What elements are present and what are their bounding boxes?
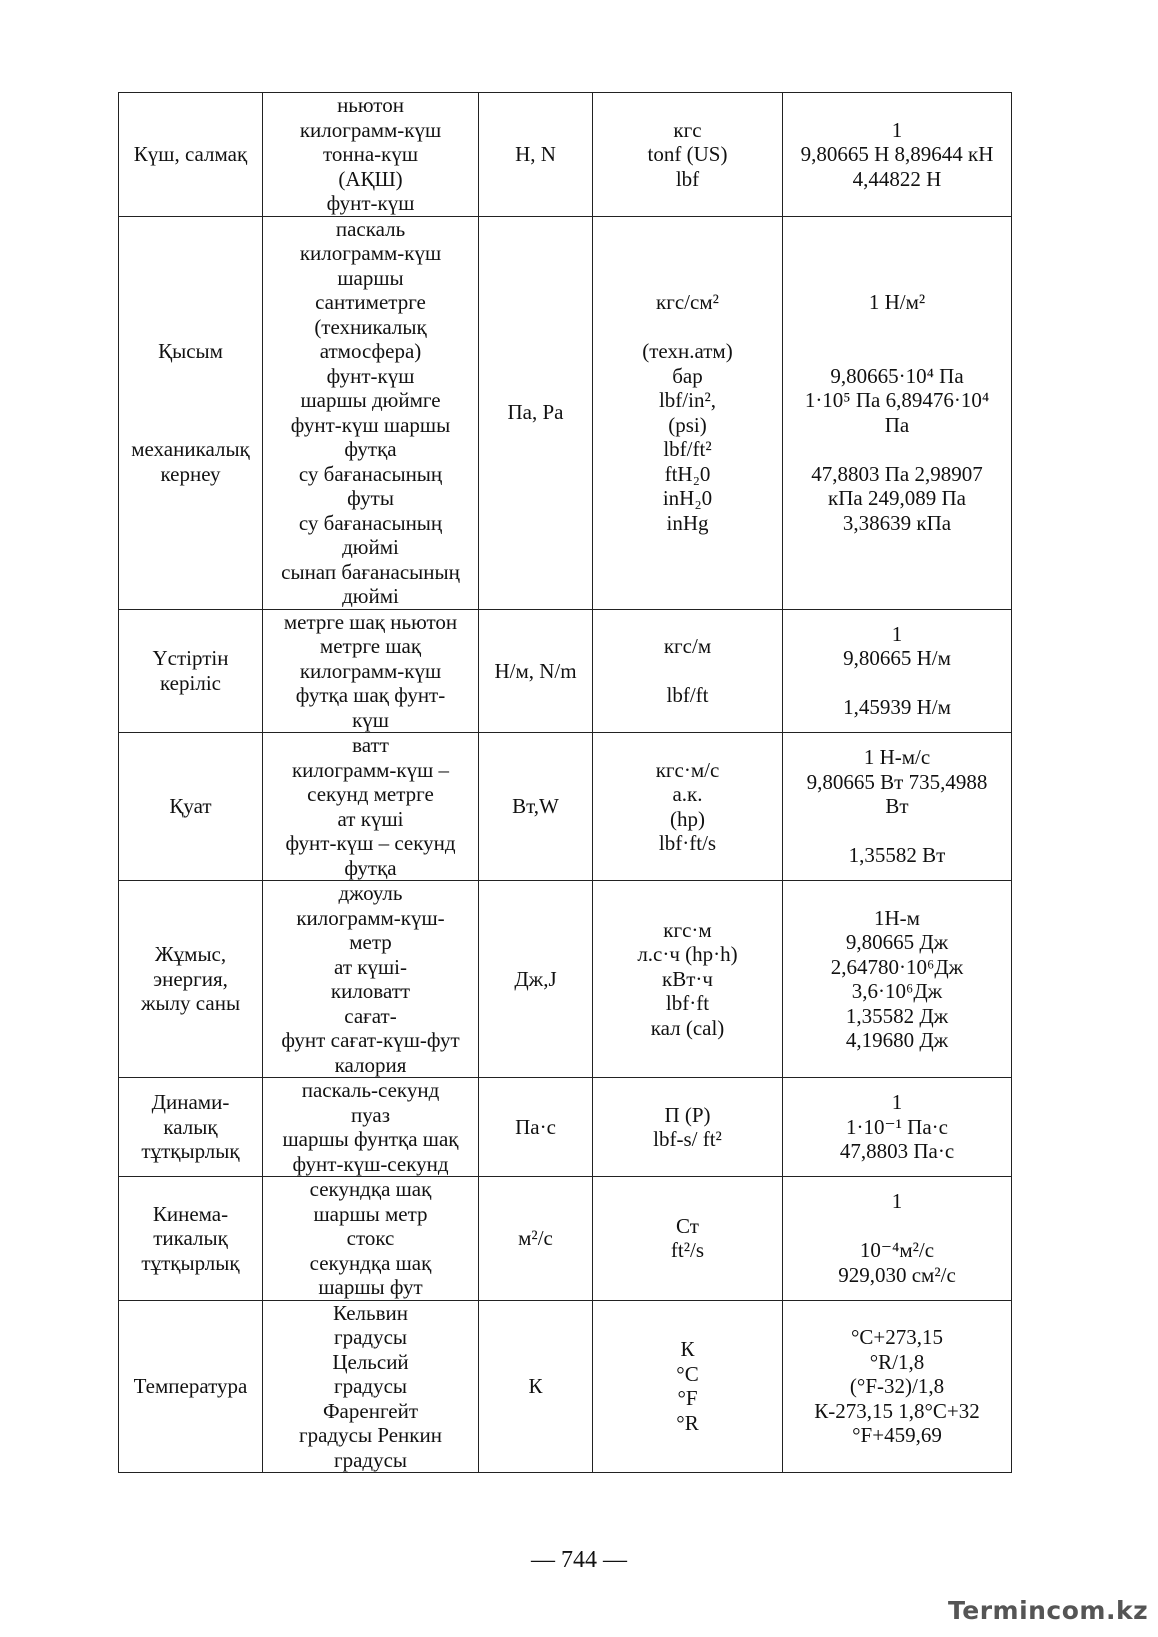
cell-line: футқа [344,437,397,461]
cell-line: (АҚШ) [338,166,403,191]
cell-line: а.к. [672,782,703,806]
value-cell [783,881,1012,1078]
cell-line: шаршы метр [313,1201,428,1226]
cell-line [595,315,780,340]
cell-line: күш [352,707,389,732]
cell-line: (техн.атм) [642,339,733,363]
cell-line: футы [347,486,394,510]
cell-line: Қысым [158,339,223,363]
cell-line: кал (cal) [650,1015,725,1040]
cell-line: шаршы фунтқа шақ [282,1127,459,1151]
units-cell [263,216,479,609]
cell-line: паскаль [335,216,406,241]
cell-line: кернеу [160,461,221,486]
cell-line: энергия, [153,966,228,991]
cell-line: Цельсий [332,1349,409,1374]
cell-line: жылу саны [140,991,241,1016]
cell-line: су бағанасының [298,510,443,535]
cell-line: Па·с [515,1114,556,1139]
cell-line: Фаренгейт [322,1398,419,1423]
cell-line: бар [672,363,703,388]
units-cell [263,881,479,1078]
cell-line [595,659,780,684]
cell-line: °F+459,69 [852,1423,942,1447]
cell-line: калық [163,1114,218,1139]
site-logo [948,1596,1154,1632]
cell-line: джоуль [338,881,403,905]
si-unit-cell [479,1177,593,1301]
cell-line: килограмм-күш – [291,757,450,782]
cell-line: 9,80665 Дж [845,930,949,954]
cell-line: кгс [673,117,702,142]
cell-line: кгс/м [663,634,712,658]
page-number: — 744 — [531,1547,627,1573]
cell-line: фунт-күш – секунд [285,831,456,855]
cell-line: 4,44822 Н [852,166,942,191]
cell-line: 1 [891,117,903,142]
table-row [119,216,1012,609]
cell-line [785,339,1009,364]
units-cell [263,1078,479,1177]
si-unit-cell [479,1300,593,1473]
cell-line: lbf/in², [658,388,717,412]
table-row [119,733,1012,881]
cell-line: Дж,J [514,966,557,991]
table-row [119,881,1012,1078]
cell-line: Па [884,412,910,437]
value-cell [783,1078,1012,1177]
cell-line: метр [349,930,392,954]
cell-line [785,671,1009,696]
cell-line: фунт-күш шаршы [290,412,451,437]
cell-line: 1 Н/м² [868,290,926,314]
cell-line: °С [676,1361,699,1386]
cell-line: inHg [666,510,709,535]
cell-line: фунт-күш [326,191,415,215]
value-cell [783,609,1012,733]
table-row [119,93,1012,217]
cell-line: 929,030 см²/с [838,1262,956,1287]
cell-line: 1 [891,621,903,646]
cell-line: 1 [891,1090,903,1115]
value-cell [783,1300,1012,1473]
cell-line: П (Р) [664,1102,711,1127]
cell-line: °R/1,8 [869,1349,925,1374]
cell-line: К [528,1374,543,1398]
cell-line [785,437,1009,462]
cell-line: Вт,W [512,794,559,819]
cell-line: тұтқырлық [141,1139,240,1164]
cell-line: футқа [344,855,397,880]
cell-line: градусы [333,1325,408,1349]
cell-line: (техникалық [314,314,427,339]
cell-line: 9,80665·10⁴ Па [830,363,964,388]
cell-line: сантиметрге [315,290,426,314]
cell-line: кВт·ч [662,966,713,991]
cell-line: lbf/ft² [663,437,712,461]
cell-line: 4,19680 Дж [845,1028,949,1052]
cell-line: шаршы фут [318,1275,423,1299]
cell-line: ft²/s [670,1238,705,1263]
designation-cell [593,93,783,217]
units-cell [263,93,479,217]
cell-line: Ст [676,1213,699,1238]
cell-line: дюймі [342,535,399,559]
cell-line: 1 Н-м/с [863,745,931,770]
cell-line: пуаз [350,1102,391,1127]
cell-line: °F [677,1386,698,1411]
cell-line: Н, N [515,142,556,166]
cell-line: Н/м, N/m [494,658,577,683]
cell-line: Динами- [151,1090,230,1115]
quantity-cell [119,1300,263,1473]
cell-line: 10⁻⁴м²/с [859,1238,935,1263]
quantity-cell [119,881,263,1078]
cell-line: фунт-күш-секунд [292,1151,449,1176]
units-cell [263,609,479,733]
cell-line: тұтқырлық [141,1250,240,1275]
cell-line: су бағанасының [298,461,443,486]
cell-line: (psi) [668,412,707,437]
cell-line: Жұмыс, [154,942,227,967]
cell-line: атмосфера) [319,339,422,363]
cell-line [785,1214,1009,1239]
cell-line: киловатт [330,979,411,1003]
si-unit-cell [479,216,593,609]
value-cell [783,216,1012,609]
cell-line: механикалық [131,437,250,461]
cell-line: lbf [675,166,700,191]
si-unit-cell [479,881,593,1078]
cell-line: ватт [352,733,389,757]
cell-line: 3,6·10⁶Дж [851,979,943,1003]
cell-line: килограмм-күш- [296,905,445,930]
cell-line: шаршы дюймге [300,388,441,412]
table-body [119,93,1012,1473]
units-cell [263,1177,479,1301]
cell-line: °С+273,15 [851,1325,943,1349]
cell-line: 9,80665 Н/м [843,646,951,671]
cell-line: tonf (US) [647,142,728,166]
cell-line: К-273,15 1,8°С+32 [814,1398,980,1423]
quantity-cell [119,216,263,609]
cell-line [121,364,260,389]
cell-line: (°F-32)/1,8 [849,1374,945,1398]
cell-line: 2,64780·10⁶Дж [830,954,964,979]
cell-line: Кинема- [152,1201,229,1226]
cell-line: кПа 249,089 Па [828,486,966,510]
cell-line [785,819,1009,844]
cell-line: тикалық [153,1226,228,1250]
cell-line: Қуат [169,794,212,819]
units-conversion-table [118,92,1012,1473]
cell-line: фунт-күш [326,363,415,388]
cell-line: градусы [333,1374,408,1398]
cell-line: метрге шақ ньютон [283,609,458,634]
units-cell [263,1300,479,1473]
cell-line: калория [334,1052,407,1077]
designation-cell [593,1177,783,1301]
table-row [119,1177,1012,1301]
cell-line: К [680,1337,695,1362]
cell-line: lbf-s/ ft² [653,1127,722,1151]
cell-line: градусы [333,1447,408,1472]
value-cell [783,93,1012,217]
cell-line: °R [676,1410,699,1435]
cell-line: кгс·м [663,917,712,942]
cell-line: 47,8803 Па 2,98907 [811,461,983,486]
value-cell [783,733,1012,881]
cell-line: ат күші- [334,954,407,979]
cell-line: метрге шақ [319,634,422,658]
cell-line: 1·10⁻¹ Па·с [846,1114,948,1139]
si-unit-cell [479,609,593,733]
cell-line: 3,38639 кПа [842,510,952,535]
cell-line: Па, Pa [507,400,564,425]
cell-line: килограмм-күш [299,658,442,683]
cell-line: тонна-күш [322,142,419,166]
cell-line: килограмм-күш [299,117,442,142]
cell-line: 47,8803 Па·с [839,1139,955,1164]
cell-line: ньютон [337,93,404,117]
designation-cell [593,881,783,1078]
si-unit-cell [479,93,593,217]
si-unit-cell [479,1078,593,1177]
cell-line: керіліс [160,670,221,695]
cell-line: Кельвин [333,1300,408,1325]
cell-line: л.с·ч (hp·h) [637,942,738,967]
cell-line: паскаль-секунд [301,1078,440,1102]
cell-line: Температура [133,1374,248,1398]
cell-line: 1,35582 Вт [848,843,946,868]
designation-cell [593,733,783,881]
quantity-cell [119,609,263,733]
cell-line: м²/с [518,1226,553,1250]
quantity-cell [119,93,263,217]
cell-line: ftH₂0 [664,461,711,486]
designation-cell [593,216,783,609]
cell-line: 9,80665 Н 8,89644 кН [800,142,994,166]
cell-line: inH₂0 [662,486,713,510]
cell-line: lbf/ft [666,683,709,707]
cell-line: секундқа шақ [309,1250,432,1275]
cell-line: lbf·ft [665,991,710,1016]
designation-cell [593,609,783,733]
cell-line: дюймі [342,584,399,608]
cell-line: lbf·ft/s [658,831,717,855]
quantity-cell [119,1177,263,1301]
cell-line [121,413,260,438]
cell-line: Үстіртін [152,646,229,671]
cell-line: 1 [891,1189,903,1214]
quantity-cell [119,733,263,881]
cell-line: 9,80665 Вт 735,4988 [806,769,988,794]
table-row [119,609,1012,733]
cell-line: Вт [885,794,909,819]
cell-line: сынап бағанасының [281,559,460,584]
cell-line: шаршы [337,265,404,290]
cell-line: Күш, салмақ [133,142,248,166]
cell-line: секундқа шақ [309,1177,432,1201]
cell-line: 1,45939 Н/м [843,695,951,720]
cell-line: секунд метрге [307,782,434,806]
cell-line: градусы Ренкин [299,1423,442,1447]
cell-line: стокс [346,1226,395,1250]
table-row [119,1300,1012,1473]
cell-line: кгс/см² [656,290,719,314]
table-row [119,1078,1012,1177]
cell-line: (hp) [670,806,705,831]
cell-line: килограмм-күш [299,241,442,265]
logo-text: Termincom.kz [948,1596,1149,1625]
value-cell [783,1177,1012,1301]
si-unit-cell [479,733,593,881]
cell-line [121,388,260,413]
units-cell [263,733,479,881]
cell-line: фунт сағат-күш-фут [281,1028,460,1052]
cell-line: 1Н-м [874,905,920,930]
cell-line [785,315,1009,340]
cell-line: 1,35582 Дж [845,1003,949,1028]
designation-cell [593,1300,783,1473]
quantity-cell [119,1078,263,1177]
designation-cell [593,1078,783,1177]
cell-line: кгс·м/с [655,757,720,782]
cell-line: ат күші [337,806,404,831]
cell-line: футқа шақ фунт- [295,683,446,707]
cell-line: сағат- [344,1003,397,1028]
cell-line: 1·10⁵ Па 6,89476·10⁴ [804,388,990,412]
